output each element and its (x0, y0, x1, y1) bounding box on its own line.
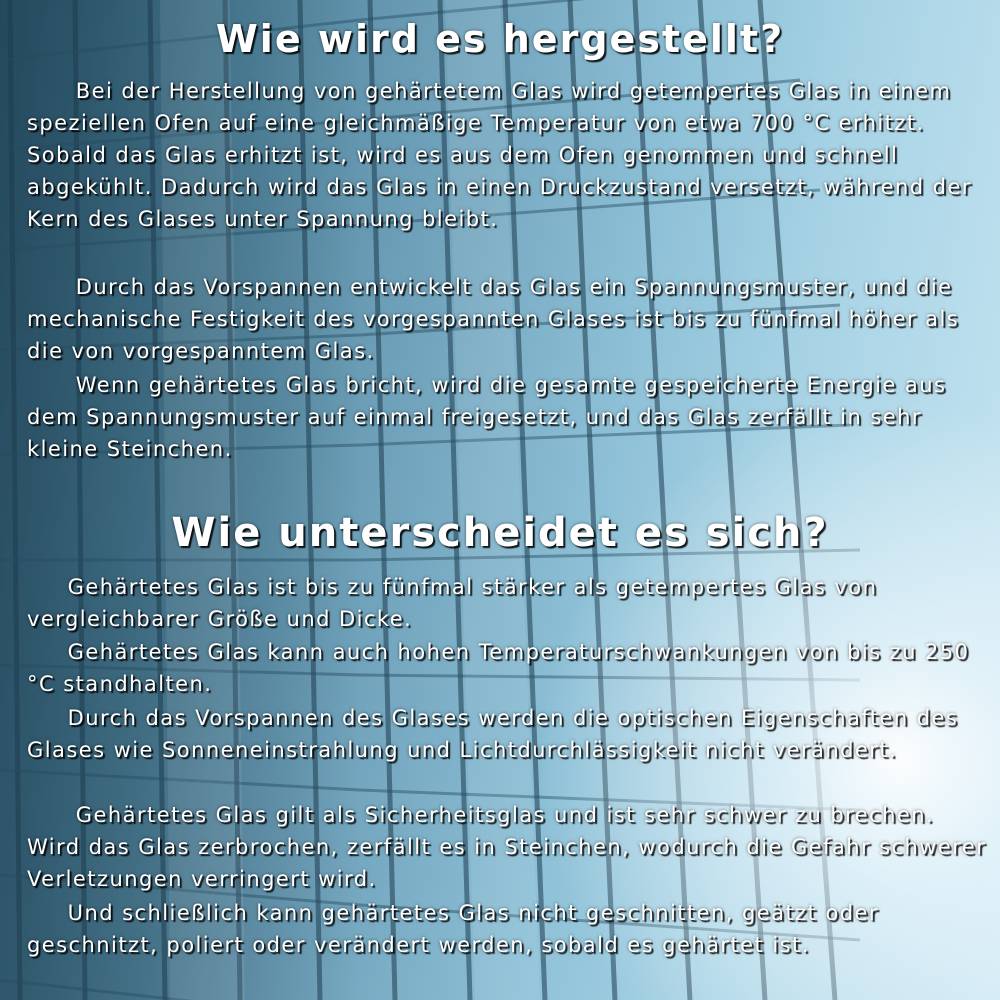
paragraph-text: Durch das Vorspannen entwickelt das Glas ein Spannungsmuster, und die mechanische Festigkeit des vorgespannten Glases ist bis zu fünfmal höher als die von vorgespanntem Glas. (27, 275, 960, 363)
paragraph-safety (27, 799, 992, 895)
paragraph-tempering (27, 271, 992, 367)
paragraph-text: Bei der Herstellung von gehärtetem Glas wird getempertes Glas in einem speziellen Ofen auf eine gleichmäßige Temperatur von etwa 700 °C erhitzt. Sobald das Glas erhitzt ist, wird es aus dem Ofen genommen und schnell abgekühlt. Dadurch wird das Glas in einen Druckzustand versetzt, während der Kern des Glases unter Spannung bleibt. (27, 79, 972, 231)
paragraph-text: Gehärtetes Glas kann auch hohen Temperaturschwankungen von bis zu 250 °C standhalten. (27, 640, 970, 696)
paragraph-temperature (27, 636, 992, 700)
paragraph-processing (27, 897, 992, 961)
paragraph-strength (27, 571, 992, 635)
heading-how-made: Wie wird es hergestellt? (215, 17, 785, 61)
paragraph-production (27, 75, 992, 235)
paragraph-text: Gehärtetes Glas gilt als Sicherheitsglas und ist sehr schwer zu brechen. Wird das Glas zerbrochen, zerfällt es in Steinchen, wodurch die Gefahr schwerer Verletzungen verringert wird. (27, 803, 987, 891)
paragraph-optics (27, 702, 992, 766)
paragraph-text: Gehärtetes Glas ist bis zu fünfmal stärker als getempertes Glas von vergleichbarer Größe und Dicke. (27, 575, 878, 631)
paragraph-text: Wenn gehärtetes Glas bricht, wird die gesamte gespeicherte Energie aus dem Spannungsmuster auf einmal freigesetzt, und das Glas zerfällt in sehr kleine Steinchen. (27, 373, 947, 461)
paragraph-breakage (27, 369, 992, 465)
paragraph-text: Und schließlich kann gehärtetes Glas nicht geschnitten, geätzt oder geschnitzt, poliert oder verändert werden, sobald es gehärtet ist. (27, 901, 879, 957)
paragraph-text: Durch das Vorspannen des Glases werden die optischen Eigenschaften des Glases wie Sonneneinstrahlung und Lichtdurchlässigkeit nicht verändert. (27, 706, 959, 762)
heading-how-different: Wie unterscheidet es sich? (171, 510, 829, 556)
